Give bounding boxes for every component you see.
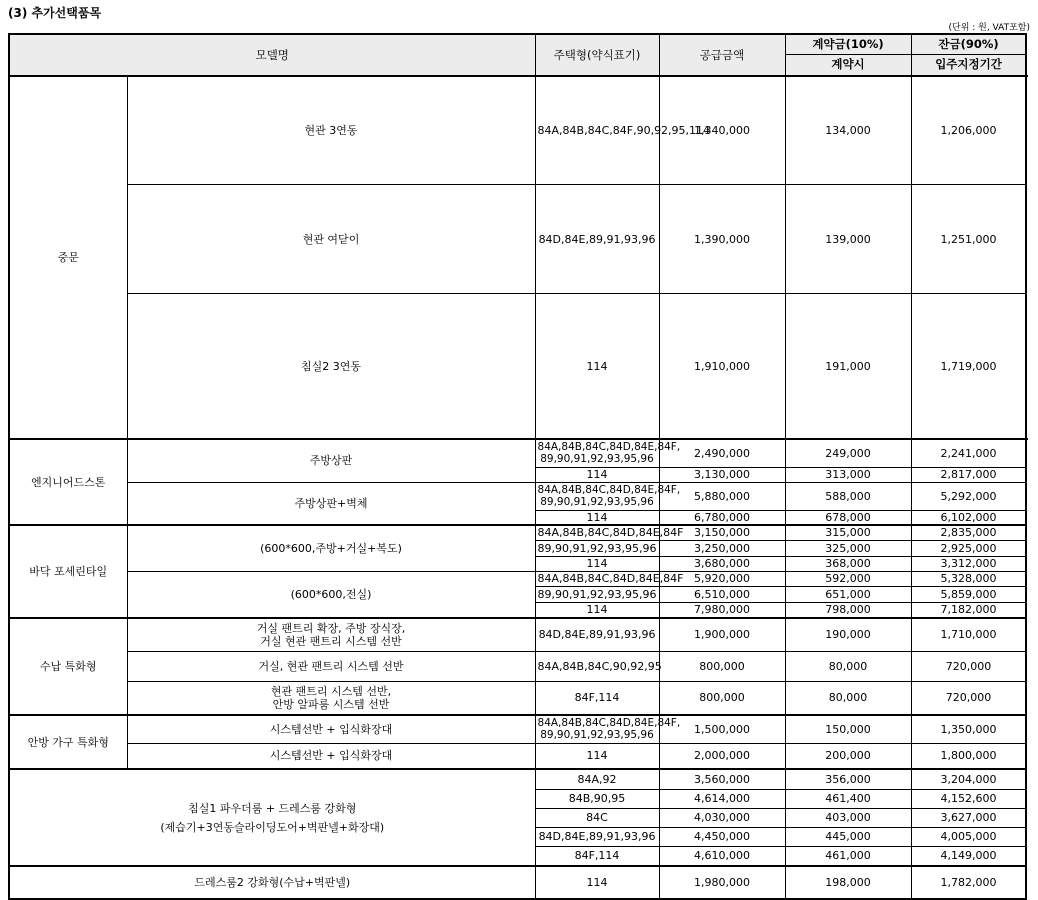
deposit-amount: 249,000 bbox=[785, 439, 911, 467]
deposit-amount: 678,000 bbox=[785, 510, 911, 525]
header-balance-sub: 입주지정기간 bbox=[911, 54, 1026, 76]
options-price-table bbox=[8, 33, 1027, 900]
supply-price: 4,614,000 bbox=[659, 789, 785, 808]
balance-amount: 2,817,000 bbox=[911, 467, 1026, 482]
house-type: 84D,84E,89,91,93,96 bbox=[535, 827, 659, 846]
table-row bbox=[9, 715, 1026, 743]
supply-price: 3,680,000 bbox=[659, 556, 785, 571]
balance-amount: 1,206,000 bbox=[911, 76, 1026, 185]
house-type: 114 bbox=[535, 743, 659, 769]
house-type: 84A,84B,84C,84D,84E,84F bbox=[535, 525, 659, 540]
item-name-line: 거실 팬트리 확장, 주방 장식장, bbox=[256, 621, 406, 635]
item-name: 침실2 3연동 bbox=[127, 294, 535, 439]
house-type bbox=[535, 715, 681, 743]
deposit-amount: 315,000 bbox=[785, 525, 911, 540]
balance-amount: 720,000 bbox=[911, 681, 1026, 715]
header-type: 주택형(약식표기) bbox=[535, 34, 659, 76]
header-balance: 잔금(90%) bbox=[911, 34, 1026, 54]
header-deposit-sub: 계약시 bbox=[785, 54, 911, 76]
table-row bbox=[9, 618, 1026, 651]
deposit-amount: 134,000 bbox=[785, 76, 911, 185]
supply-price: 2,490,000 bbox=[659, 439, 785, 467]
deposit-amount: 150,000 bbox=[785, 715, 911, 743]
item-name: (600*600,전실) bbox=[127, 571, 535, 618]
house-type: 84F,114 bbox=[535, 681, 659, 715]
deposit-amount: 592,000 bbox=[785, 571, 911, 586]
deposit-amount: 403,000 bbox=[785, 808, 911, 827]
table-row bbox=[9, 769, 1026, 789]
item-name: 주방상판 bbox=[127, 439, 535, 482]
header-deposit: 계약금(10%) bbox=[785, 34, 911, 54]
item-name bbox=[127, 681, 535, 715]
table-row bbox=[9, 571, 1026, 586]
house-type: 84B,90,95 bbox=[535, 789, 659, 808]
table-row bbox=[9, 294, 1026, 439]
deposit-amount: 313,000 bbox=[785, 467, 911, 482]
supply-price: 6,510,000 bbox=[659, 586, 785, 602]
balance-amount: 5,292,000 bbox=[911, 482, 1026, 510]
group-name: 드레스룸2 강화형(수납+벽판넬) bbox=[9, 866, 535, 899]
balance-amount: 3,627,000 bbox=[911, 808, 1026, 827]
table-row bbox=[9, 482, 1026, 510]
supply-price: 4,610,000 bbox=[659, 846, 785, 866]
table-row bbox=[9, 651, 1026, 681]
item-name: 거실, 현관 팬트리 시스템 선반 bbox=[127, 651, 535, 681]
supply-price: 3,150,000 bbox=[659, 525, 785, 540]
deposit-amount: 461,000 bbox=[785, 846, 911, 866]
deposit-amount: 461,400 bbox=[785, 789, 911, 808]
supply-price: 4,030,000 bbox=[659, 808, 785, 827]
balance-amount: 3,204,000 bbox=[911, 769, 1026, 789]
supply-price: 1,980,000 bbox=[659, 866, 785, 899]
supply-price: 2,000,000 bbox=[659, 743, 785, 769]
house-type: 84A,84B,84C,84D,84E,84F bbox=[535, 571, 659, 586]
group-name: 수납 특화형 bbox=[9, 618, 127, 715]
group-name: 안방 가구 특화형 bbox=[9, 715, 127, 769]
header-model: 모델명 bbox=[9, 34, 535, 76]
table-row bbox=[9, 743, 1026, 769]
house-type: 84A,84B,84C,84F,90,92,95,114 bbox=[535, 76, 659, 185]
supply-price: 3,560,000 bbox=[659, 769, 785, 789]
table-row bbox=[9, 866, 1026, 899]
deposit-amount: 198,000 bbox=[785, 866, 911, 899]
house-type-line: 84A,84B,84C,84D,84E,84F, bbox=[537, 717, 681, 730]
balance-amount: 2,835,000 bbox=[911, 525, 1026, 540]
item-name: 현관 3연동 bbox=[127, 76, 535, 185]
deposit-amount: 80,000 bbox=[785, 681, 911, 715]
house-type bbox=[535, 439, 681, 467]
balance-amount: 1,710,000 bbox=[911, 618, 1026, 651]
balance-amount: 4,152,600 bbox=[911, 789, 1026, 808]
house-type: 89,90,91,92,93,95,96 bbox=[535, 540, 659, 556]
deposit-amount: 200,000 bbox=[785, 743, 911, 769]
deposit-amount: 325,000 bbox=[785, 540, 911, 556]
supply-price: 5,880,000 bbox=[659, 482, 785, 510]
group-name-line: 침실1 파우더룸 + 드레스룸 강화형 bbox=[188, 801, 357, 815]
house-type-line: 84A,84B,84C,84D,84E,84F, bbox=[537, 441, 681, 454]
group-name: 엔지니어드스톤 bbox=[9, 439, 127, 525]
deposit-amount: 356,000 bbox=[785, 769, 911, 789]
header-supply: 공급금액 bbox=[659, 34, 785, 76]
balance-amount: 3,312,000 bbox=[911, 556, 1026, 571]
house-type: 114 bbox=[535, 294, 659, 439]
section-title: (3) 추가선택품목 bbox=[8, 6, 102, 20]
house-type bbox=[535, 482, 681, 510]
item-name-line: 안방 알파룸 시스템 선반 bbox=[272, 697, 390, 711]
house-type-line: 89,90,91,92,93,95,96 bbox=[540, 453, 654, 466]
balance-amount: 1,350,000 bbox=[911, 715, 1026, 743]
table-row bbox=[9, 681, 1026, 715]
house-type: 114 bbox=[535, 510, 659, 525]
item-name bbox=[127, 618, 535, 651]
balance-amount: 720,000 bbox=[911, 651, 1026, 681]
supply-price: 1,900,000 bbox=[659, 618, 785, 651]
house-type: 114 bbox=[535, 866, 659, 899]
balance-amount: 2,241,000 bbox=[911, 439, 1026, 467]
house-type: 114 bbox=[535, 467, 659, 482]
supply-price: 4,450,000 bbox=[659, 827, 785, 846]
deposit-amount: 190,000 bbox=[785, 618, 911, 651]
house-type: 84A,84B,84C,90,92,95 bbox=[535, 651, 659, 681]
supply-price: 7,980,000 bbox=[659, 602, 785, 618]
balance-amount: 5,328,000 bbox=[911, 571, 1026, 586]
balance-amount: 7,182,000 bbox=[911, 602, 1026, 618]
balance-amount: 1,800,000 bbox=[911, 743, 1026, 769]
group-name: 바닥 포세린타일 bbox=[9, 525, 127, 618]
house-type: 89,90,91,92,93,95,96 bbox=[535, 586, 659, 602]
balance-amount: 1,719,000 bbox=[911, 294, 1026, 439]
table-row bbox=[9, 185, 1026, 294]
supply-price: 3,250,000 bbox=[659, 540, 785, 556]
group-name: 중문 bbox=[9, 76, 127, 439]
group-name bbox=[9, 769, 535, 866]
balance-amount: 1,782,000 bbox=[911, 866, 1026, 899]
item-name: (600*600,주방+거실+복도) bbox=[127, 525, 535, 571]
supply-price: 6,780,000 bbox=[659, 510, 785, 525]
house-type: 84C bbox=[535, 808, 659, 827]
house-type: 84F,114 bbox=[535, 846, 659, 866]
group-name-line: (제습기+3연동슬라이딩도어+벽판넬+화장대) bbox=[160, 820, 385, 834]
house-type: 114 bbox=[535, 602, 659, 618]
house-type-line: 89,90,91,92,93,95,96 bbox=[540, 729, 654, 742]
table-row bbox=[9, 439, 1026, 467]
supply-price: 5,920,000 bbox=[659, 571, 785, 586]
balance-amount: 6,102,000 bbox=[911, 510, 1026, 525]
table-row bbox=[9, 76, 1026, 185]
deposit-amount: 139,000 bbox=[785, 185, 911, 294]
supply-price: 1,340,000 bbox=[659, 76, 785, 185]
house-type-line: 84A,84B,84C,84D,84E,84F, bbox=[537, 484, 681, 496]
house-type: 84D,84E,89,91,93,96 bbox=[535, 185, 659, 294]
house-type: 84D,84E,89,91,93,96 bbox=[535, 618, 659, 651]
item-name-line: 현관 팬트리 시스템 선반, bbox=[270, 684, 392, 698]
deposit-amount: 191,000 bbox=[785, 294, 911, 439]
house-type: 114 bbox=[535, 556, 659, 571]
deposit-amount: 368,000 bbox=[785, 556, 911, 571]
deposit-amount: 588,000 bbox=[785, 482, 911, 510]
deposit-amount: 651,000 bbox=[785, 586, 911, 602]
item-name: 현관 여닫이 bbox=[127, 185, 535, 294]
house-type-line: 89,90,91,92,93,95,96 bbox=[540, 496, 654, 508]
table-row bbox=[9, 525, 1026, 540]
balance-amount: 4,149,000 bbox=[911, 846, 1026, 866]
house-type: 84A,92 bbox=[535, 769, 659, 789]
deposit-amount: 798,000 bbox=[785, 602, 911, 618]
balance-amount: 1,251,000 bbox=[911, 185, 1026, 294]
deposit-amount: 445,000 bbox=[785, 827, 911, 846]
balance-amount: 5,859,000 bbox=[911, 586, 1026, 602]
supply-price: 1,500,000 bbox=[659, 715, 785, 743]
supply-price: 800,000 bbox=[659, 681, 785, 715]
item-name: 시스템선반 + 입식화장대 bbox=[127, 715, 535, 743]
deposit-amount: 80,000 bbox=[785, 651, 911, 681]
unit-note: (단위 : 원, VAT포함) bbox=[948, 23, 1030, 33]
supply-price: 800,000 bbox=[659, 651, 785, 681]
supply-price: 1,390,000 bbox=[659, 185, 785, 294]
item-name: 주방상판+벽체 bbox=[127, 482, 535, 525]
item-name-line: 거실 현관 팬트리 시스템 선반 bbox=[260, 634, 402, 648]
balance-amount: 4,005,000 bbox=[911, 827, 1026, 846]
supply-price: 1,910,000 bbox=[659, 294, 785, 439]
item-name: 시스템선반 + 입식화장대 bbox=[127, 743, 535, 769]
balance-amount: 2,925,000 bbox=[911, 540, 1026, 556]
supply-price: 3,130,000 bbox=[659, 467, 785, 482]
